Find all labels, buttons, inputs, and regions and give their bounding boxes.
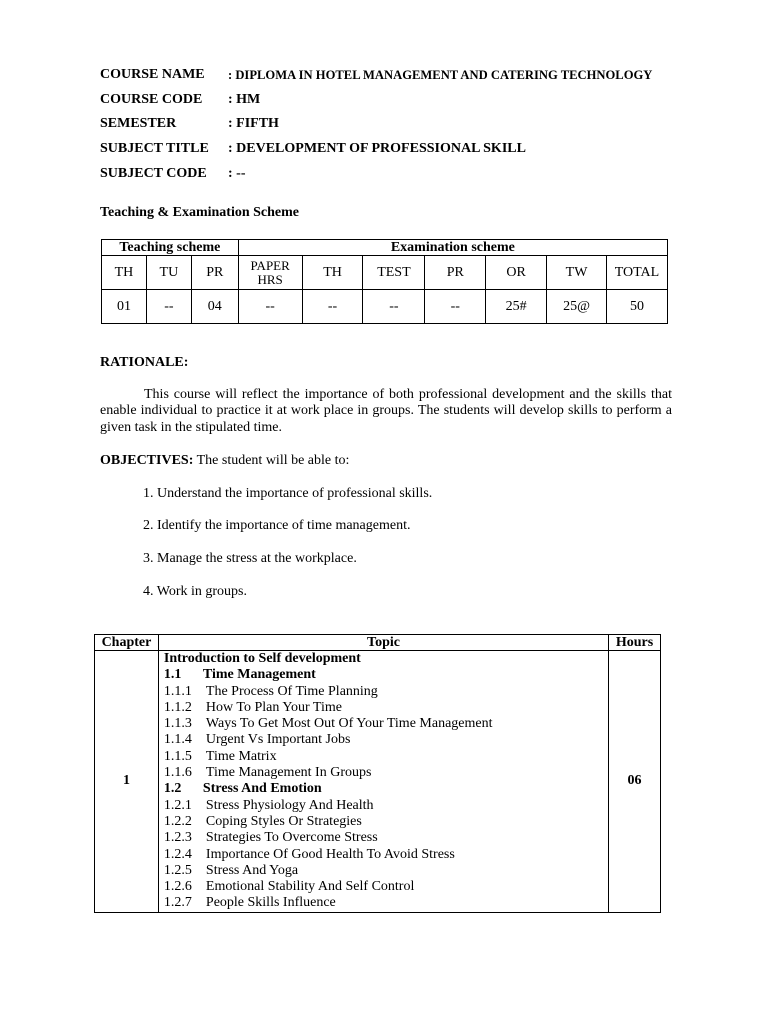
course-info	[100, 66, 652, 189]
objectives-heading: OBJECTIVES:	[100, 453, 194, 468]
objectives-intro-text: The student will be able to:	[193, 453, 350, 468]
topic-line	[159, 847, 608, 863]
objective-item: 2. Identify the importance of time management.	[143, 518, 411, 533]
scheme-value: --	[425, 290, 486, 324]
topic-text: People Skills Influence	[205, 895, 336, 911]
chapter-hours: 06	[609, 651, 661, 913]
info-value: : DIPLOMA IN HOTEL MANAGEMENT AND CATERING TECHNOLOGY	[228, 68, 653, 82]
topic-number: 1.1.6	[163, 765, 192, 781]
scheme-value: 25@	[547, 290, 607, 324]
topic-line	[159, 830, 608, 846]
topic-text: Time Matrix	[205, 748, 277, 764]
topic-text: Introduction to Self development	[163, 651, 361, 666]
topic-line	[159, 781, 608, 797]
scheme-value: --	[363, 290, 425, 324]
scheme-header: TU	[146, 256, 191, 290]
scheme-header: TOTAL	[606, 256, 667, 290]
topic-line	[159, 895, 608, 911]
hours-header: Hours	[609, 635, 661, 651]
topic-number: 1.2.4	[163, 846, 192, 862]
subject-title-row	[100, 140, 652, 165]
topic-header: Topic	[158, 635, 608, 651]
topic-text: Stress And Emotion	[202, 781, 322, 797]
topic-line	[159, 716, 608, 732]
topic-text: Importance Of Good Health To Avoid Stress	[205, 846, 455, 862]
topic-text: How To Plan Your Time	[205, 699, 342, 715]
scheme-header: TH	[302, 256, 363, 290]
topic-line	[159, 879, 608, 895]
rationale-text: This course will reflect the importance of both professional development and the skills that enable individual to practice it at work place in groups. The students will develop skills to perform a given task in the stipulated time.	[100, 387, 672, 435]
topic-line	[159, 732, 608, 748]
topic-number: 1.2.7	[163, 895, 192, 911]
scheme-heading: Teaching & Examination Scheme	[100, 205, 299, 220]
scheme-header: TH	[102, 256, 147, 290]
info-label: COURSE CODE	[100, 91, 203, 107]
topic-text: Time Management	[202, 667, 316, 683]
scheme-header: OR	[486, 256, 547, 290]
topics-table	[94, 634, 661, 913]
examination-scheme-group: Examination scheme	[238, 240, 667, 256]
topic-number: 1.1.5	[163, 748, 192, 764]
scheme-value: --	[146, 290, 191, 324]
semester-row	[100, 115, 652, 140]
scheme-value: 25#	[486, 290, 547, 324]
info-value: : --	[228, 165, 246, 181]
topic-number: 1.2.3	[163, 830, 192, 846]
topic-number: 1.2.5	[163, 862, 192, 878]
objective-item: 1. Understand the importance of professional skills.	[143, 486, 433, 501]
rationale-heading: RATIONALE:	[100, 355, 189, 370]
topic-line	[159, 798, 608, 814]
scheme-value: --	[238, 290, 302, 324]
topic-number: 1.1.3	[163, 716, 192, 732]
topic-number: 1.1	[163, 667, 182, 683]
topic-line	[159, 651, 608, 667]
topic-number: 1.2.1	[163, 797, 192, 813]
scheme-header: PR	[425, 256, 486, 290]
info-label: COURSE NAME	[100, 67, 205, 82]
scheme-value: --	[302, 290, 363, 324]
course-code-row	[100, 91, 652, 116]
course-name-row	[100, 66, 652, 91]
topic-line	[159, 700, 608, 716]
info-value: : HM	[228, 91, 261, 107]
topic-text: Ways To Get Most Out Of Your Time Management	[205, 716, 493, 732]
topic-number: 1.2.6	[163, 879, 192, 895]
topic-text: Urgent Vs Important Jobs	[205, 732, 351, 748]
topic-text: Stress Physiology And Health	[205, 797, 374, 813]
topic-line	[159, 684, 608, 700]
scheme-header: TW	[547, 256, 607, 290]
objective-item: 3. Manage the stress at the workplace.	[143, 551, 357, 566]
info-label: SEMESTER	[100, 116, 177, 132]
topic-line	[159, 814, 608, 830]
info-value: : FIFTH	[228, 116, 279, 132]
topic-text: The Process Of Time Planning	[205, 683, 378, 699]
topic-line	[159, 863, 608, 879]
topic-number: 1.1.4	[163, 732, 192, 748]
topic-line	[159, 667, 608, 683]
scheme-header: PR	[191, 256, 238, 290]
scheme-value: 50	[606, 290, 667, 324]
objective-item: 4. Work in groups.	[143, 584, 248, 599]
topic-line	[159, 765, 608, 781]
scheme-value: 04	[191, 290, 238, 324]
topic-text: Strategies To Overcome Stress	[205, 830, 378, 846]
chapter-number: 1	[95, 651, 159, 913]
topic-text: Emotional Stability And Self Control	[205, 879, 415, 895]
subject-code-row	[100, 165, 652, 190]
chapter-header: Chapter	[95, 635, 159, 651]
objectives-intro	[100, 453, 349, 469]
topic-list	[158, 651, 608, 913]
info-label: SUBJECT CODE	[100, 165, 207, 181]
topic-number: 1.2.2	[163, 813, 192, 829]
topic-line	[159, 749, 608, 765]
scheme-table	[101, 239, 668, 324]
scheme-header: PAPER HRS	[238, 256, 302, 290]
info-label: SUBJECT TITLE	[100, 141, 209, 157]
scheme-value: 01	[102, 290, 147, 324]
topic-text: Stress And Yoga	[205, 862, 299, 878]
info-value: : DEVELOPMENT OF PROFESSIONAL SKILL	[228, 141, 526, 157]
scheme-header: TEST	[363, 256, 425, 290]
teaching-scheme-group: Teaching scheme	[102, 240, 239, 256]
topic-text: Time Management In Groups	[205, 765, 372, 781]
topic-number: 1.1.1	[163, 683, 192, 699]
topic-number: 1.1.2	[163, 699, 192, 715]
topic-text: Coping Styles Or Strategies	[205, 813, 362, 829]
topic-number: 1.2	[163, 781, 182, 797]
